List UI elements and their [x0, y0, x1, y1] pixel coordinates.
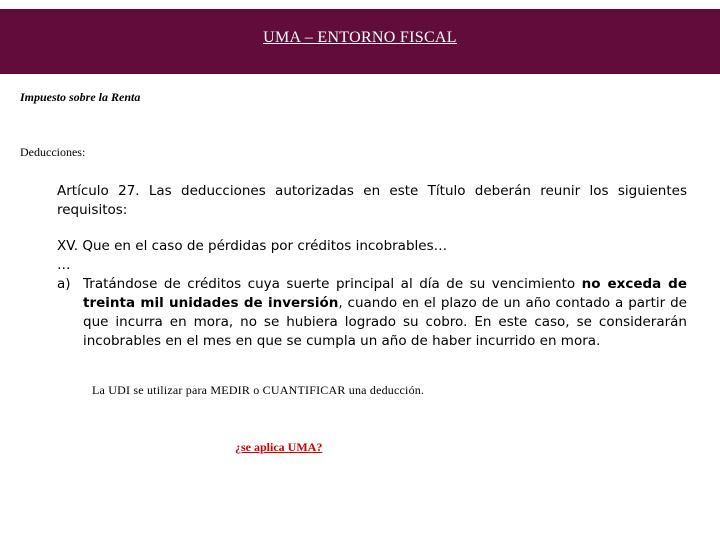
- section-label: Deducciones:: [20, 145, 86, 159]
- list-item-text-part-1: Tratándose de créditos cuya suerte principal al día de su vencimiento: [83, 276, 582, 292]
- list-item-text: [83, 275, 687, 351]
- slide-title: UMA – ENTORNO FISCAL: [263, 29, 457, 46]
- udi-note: La UDI se utilizar para MEDIR o CUANTIFICAR una deducción.: [92, 383, 425, 397]
- list-marker: a): [57, 276, 71, 292]
- law-subtitle: Impuesto sobre la Renta: [20, 90, 141, 104]
- header-bar: [0, 9, 720, 74]
- list-item-text-part-2: , cuando en el plazo de un año contado a partir de que incurra en mora, no se hubiera logrado su cobro. En este caso, se considerarán incobrables en el mes en que se cumpla un año de haber incurrido en mora.: [83, 295, 687, 349]
- uma-question: ¿se aplica UMA?: [235, 440, 323, 454]
- ellipsis-line: …: [57, 257, 71, 273]
- list-item-emphasis: no exceda de treinta mil unidades de inversión: [83, 276, 687, 311]
- fraction-xv: XV. Que en el caso de pérdidas por créditos incobrables…: [57, 238, 448, 254]
- article-paragraph: Artículo 27. Las deducciones autorizadas en este Título deberán reunir los siguientes requisitos:: [57, 183, 687, 218]
